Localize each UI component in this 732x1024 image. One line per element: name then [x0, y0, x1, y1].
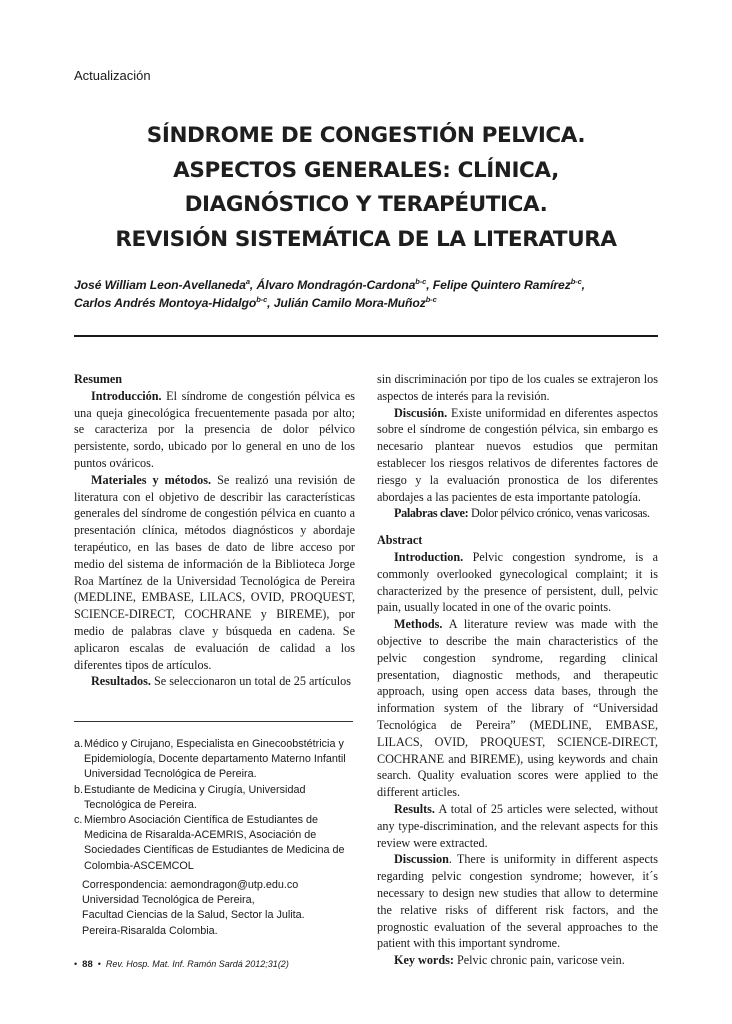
paragraph-text: Existe uniformidad en diferentes aspectos sobre el síndrome de congestión pélvica, sin embargo es necesario plantear nuevos estudios que permitan establecer los riesgos relativos de diferentes factores de riesgo y la evaluación pronostica de los diferentes abordajes a las pacientes de esta importante patología. [377, 405, 658, 504]
paragraph-text: . There is uniformity in different aspects regarding pelvic congestion syndrome; however, it´s necessary to design new studies that allow to determine the relative risks of different risk factors, and the prognostic evaluation of the several approaches to the patient with this important syndrome. [377, 852, 658, 951]
correspondence-line: Facultad Ciencias de la Salud, Sector la Julita. [82, 909, 305, 922]
page-footer [74, 959, 289, 970]
paragraph-label: Discusión. [394, 405, 448, 420]
author-name: Carlos Andrés Montoya-Hidalgo [74, 296, 257, 310]
paragraph-text: Se realizó una revisión de literatura con el objetivo de describir las características generales del síndrome de congestión pélvica en cuanto a presentación clínica, métodos diagnósticos y abordaje terapéutico, en las bases de dato de libre acceso por medio del sistema de información de la Biblioteca Jorge Roa Martínez de la Universidad Tecnológica de Pereira (MEDLINE, EMBASE, LILACS, OVID, PROQUEST, SCIENCE-DIRECT, COCHRANE y BIREME), por medio de palabras clave y búsqueda en cadena. Se aplicaron escalas de evaluación de calidad a los diferentes tipos de artículos. [74, 472, 355, 672]
resumen-introduction [74, 388, 355, 472]
paragraph-label: Introduction. [394, 549, 464, 564]
abstract-introduction [377, 549, 658, 616]
bullet-icon: • [97, 959, 101, 969]
abstract-discussion [377, 851, 658, 952]
author-affiliation: b-c [425, 295, 437, 304]
abstract-column [377, 371, 658, 969]
author-separator: , [581, 278, 585, 292]
author-name: Julián Camilo Mora-Muñoz [273, 296, 426, 310]
title-divider [74, 335, 658, 337]
correspondence-line: Pereira-Risaralda Colombia. [82, 924, 218, 937]
author-affiliation: a [245, 277, 250, 286]
resumen-column [74, 371, 355, 690]
paragraph-text: El síndrome de congestión pélvica es una queja ginecológica frecuentemente pasada por alto; se caracteriza por la presencia de dolor pélvico persistente, sordo, ubicado por lo general en uno de los puntos ováricos. [74, 388, 355, 470]
correspondence-block [82, 878, 362, 939]
footnote-mark: b. [74, 783, 84, 796]
article-title [60, 119, 672, 257]
footnote-text: Miembro Asociación Científica de Estudiantes de Medicina de Risaralda-ACEMRIS, Asociación de Sociedades Científicas de Estudiantes de Medicina de Colombia-ASCEMCOL [84, 814, 345, 872]
paragraph-label: Key words: [394, 953, 454, 968]
resumen-results-continued: sin discriminación por tipo de los cuales se extrajeron los aspectos de interés para la revisión. [377, 372, 658, 403]
footnote-item [74, 813, 357, 874]
footnote-divider [74, 721, 353, 722]
author-affiliation: b-c [415, 277, 427, 286]
footnote-text: Médico y Cirujano, Especialista en Ginecoobstétricia y Epidemiología, Docente departamento Materno Infantil Universidad Tecnológica de Pereira. [84, 738, 346, 781]
paragraph-label: Palabras clave: [394, 506, 469, 521]
resumen-keywords [377, 505, 658, 522]
footnote-text: Estudiante de Medicina y Cirugía, Universidad Tecnológica de Pereira. [84, 783, 306, 811]
author-name: Felipe Quintero Ramírez [432, 278, 571, 292]
bullet-icon: • [74, 959, 78, 969]
abstract-heading: Abstract [377, 533, 423, 548]
abstract-results [377, 801, 658, 851]
footnote-mark: a. [74, 738, 84, 750]
paragraph-label: Materiales y métodos. [91, 472, 212, 487]
title-line: SÍNDROME DE CONGESTIÓN PELVICA. [146, 123, 586, 148]
footnote-item [74, 737, 357, 783]
author-name: José William Leon-Avellaneda [74, 278, 246, 292]
paragraph-label: Introducción. [91, 388, 162, 403]
paragraph-text: Dolor pélvico crónico, venas varicosas. [468, 506, 650, 521]
author-line-2 [74, 294, 664, 312]
author-separator: , [249, 278, 257, 292]
author-list [74, 276, 664, 312]
correspondence-line: Correspondencia: aemondragon@utp.edu.co [82, 879, 299, 891]
resumen-heading: Resumen [74, 372, 123, 386]
paragraph-label: Discussion [394, 852, 449, 867]
abstract-methods [377, 616, 658, 801]
title-line: REVISIÓN SISTEMÁTICA DE LA LITERATURA [115, 226, 617, 252]
correspondence-line: Universidad Tecnológica de Pereira, [82, 894, 255, 907]
affiliation-footnotes [74, 737, 357, 874]
paragraph-text: Se seleccionaron un total de 25 artículos [150, 674, 351, 689]
resumen-discussion [377, 405, 658, 506]
paragraph-text: Pelvic chronic pain, varicose vein. [453, 953, 625, 968]
author-affiliation: b-c [256, 295, 268, 304]
author-separator: , [267, 296, 274, 310]
resumen-results [74, 673, 355, 690]
abstract-keywords [377, 952, 658, 969]
author-line-1 [74, 276, 664, 294]
paragraph-label: Results. [394, 801, 435, 816]
footnote-mark: c. [74, 814, 83, 827]
resumen-methods [74, 472, 355, 674]
paragraph-text: Pelvic congestion syndrome, is a commonly overlooked gynecological complaint; it is characterized by the presence of persistent, dull, pelvic pain, usually located in one of the ovaric points. [377, 549, 658, 615]
paragraph-label: Methods. [394, 617, 443, 632]
author-name: Álvaro Mondragón-Cardona [256, 278, 416, 292]
journal-citation: Rev. Hosp. Mat. Inf. Ramón Sardá 2012;31(2) [105, 959, 289, 969]
footnote-item [74, 783, 357, 813]
paragraph-label: Resultados. [91, 674, 151, 689]
author-separator: , [426, 278, 433, 292]
author-affiliation: b-c [570, 277, 582, 286]
section-label: Actualización [74, 68, 151, 83]
title-line: DIAGNÓSTICO Y TERAPÉUTICA. [184, 192, 548, 217]
column-continuation-spacer [377, 371, 658, 522]
title-line: ASPECTOS GENERALES: CLÍNICA, [173, 157, 559, 183]
paragraph-text: A total of 25 articles were selected, without any type-discrimination, and the relevant aspects for this review were extracted. [377, 801, 658, 850]
page-number: 88 [82, 959, 93, 970]
paragraph-text: A literature review was made with the objective to describe the main characteristics of the pelvic congestion syndrome, regarding clinical presentation, diagnostic methods, and therapeutic approach, using open access data bases, through the information system of the library of “Universidad Tecnológica de Pereira” (MEDLINE, EMBASE, LILACS, OVID, PROQUEST, SCIENCE-DIRECT, COCHRANE and BIREME), using keywords and chain search. Quality evaluation scores were applied to the different articles. [377, 617, 658, 800]
